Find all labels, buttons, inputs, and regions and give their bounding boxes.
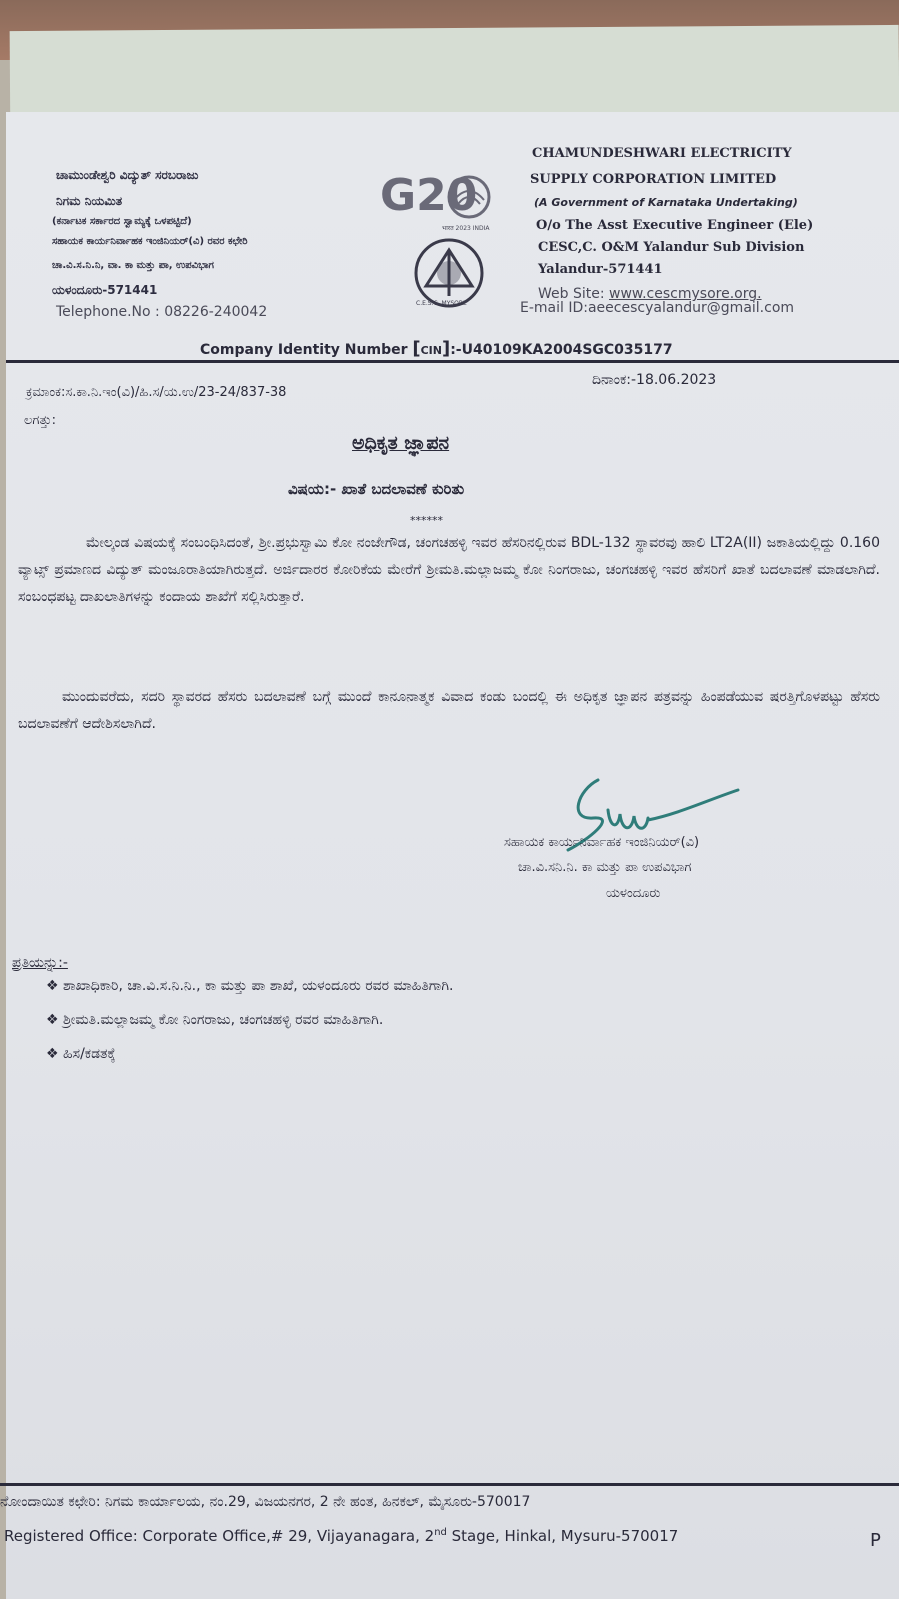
document-title: ಅಧಿಕೃತ ಜ್ಞಾಪನ (352, 432, 450, 454)
bullet-icon: ❖ (46, 1046, 59, 1062)
cesc-emblem-text: C.E.S.C. MYSORE (416, 300, 467, 307)
body-paragraph-2: ಮುಂದುವರೆದು, ಸದರಿ ಸ್ಥಾವರದ ಹೆಸರು ಬದಲಾವಣೆ ಬಗ್ಗೆ ಮುಂದೆ ಕಾನೂನಾತ್ಮಕ ವಿವಾದ ಕಂಡು ಬಂದಲ್ಲಿ ಈ ಅಧಿಕೃತ ಜ್ಞಾಪನ ಪತ್ರವನ್ನು ಹಿಂಪಡೆಯುವ ಷರತ್ತಿಗೊಳಪಟ್ಟು ಹೆಸರು ಬದಲಾವಣೆಗೆ ಆದೇಶಿಸಲಾಗಿದೆ. (18, 689, 880, 732)
cin-value: :-U40109KA2004SGC035177 (450, 342, 673, 358)
enclosure-label: ಲಗತ್ತು: (24, 413, 56, 428)
g20-subtitle: भारत 2023 INDIA (442, 225, 490, 232)
cin-line: Company Identity Number [CIN]:-U40109KA2004SGC035177 (200, 338, 673, 359)
reference-number: ಕ್ರಮಾಂಕ:ಸ.ಕಾ.ನಿ.ಇಂ(ವಿ)/ಹಿ.ಸ/ಯ.ಉ/23-24/837-38 (26, 385, 287, 400)
cin-label: Company Identity Number (200, 342, 408, 358)
letter-date: ದಿನಾಂಕ:-18.06.2023 (592, 372, 717, 388)
header-kn-line-3: (ಕರ್ನಾಟಕ ಸರ್ಕಾರದ ಸ್ವಾಮ್ಯಕ್ಕೆ ಒಳಪಟ್ಟಿದೆ) (52, 216, 192, 227)
footer-kannada-address: ನೋಂದಾಯಿತ ಕಛೇರಿ: ನಿಗಮ ಕಾರ್ಯಾಲಯ, ನಂ.29, ವಿಜಯನಗರ, 2 ನೇ ಹಂತ, ಹಿನಕಲ್, ಮೈಸೂರು-570017 (0, 1494, 531, 1510)
copy-item-1: ❖ ಶಾಖಾಧಿಕಾರಿ, ಚಾ.ವಿ.ಸ.ನಿ.ನಿ., ಕಾ ಮತ್ತು ಪಾ ಶಾಖೆ, ಯಳಂದೂರು ರವರ ಮಾಹಿತಿಗಾಗಿ. (46, 978, 454, 994)
bullet-icon: ❖ (46, 1012, 59, 1028)
subject-line: ವಿಷಯ:- ಖಾತೆ ಬದಲಾವಣೆ ಕುರಿತು (288, 480, 465, 498)
website-link[interactable]: www.cescmysore.org. (609, 286, 762, 302)
header-en-line-6: Yalandur-571441 (538, 262, 663, 277)
header-kn-line-5: ಚಾ.ವಿ.ಸ.ನಿ.ನಿ, ವಾ. ಕಾ ಮತ್ತು ಪಾ, ಉಪವಿಭಾಗ (52, 260, 214, 271)
header-kn-line-4: ಸಹಾಯಕ ಕಾರ್ಯನಿರ್ವಾಹಕ ಇಂಜಿನಿಯರ್(ವಿ) ರವರ ಕಛೇರಿ (52, 236, 248, 247)
bullet-icon: ❖ (46, 978, 59, 994)
g20-logo-text: G20 (380, 170, 478, 221)
g20-lotus-icon (446, 174, 492, 220)
footer-divider (0, 1483, 899, 1486)
copies-label: ಪ್ರತಿಯನ್ನು:- (12, 955, 68, 971)
header-en-line-4: O/o The Asst Executive Engineer (Ele) (536, 218, 814, 233)
website-label: Web Site: (538, 286, 605, 302)
signatory-designation: ಸಹಾಯಕ ಕಾರ್ಯನಿರ್ವಾಹಕ ಇಂಜಿನಿಯರ್(ವಿ) (504, 835, 700, 850)
header-kn-line-2: ನಿಗಮ ನಿಯಮಿತ (56, 194, 123, 208)
header-kn-line-6: ಯಳಂದೂರು-571441 (52, 283, 158, 297)
signatory-place: ಯಳಂದೂರು (606, 886, 661, 901)
footer-english-address: Registered Office: Corporate Office,# 29, Vijayanagara, 2nd Stage, Hinkal, Mysuru-570017 (4, 1527, 679, 1545)
letter-page (6, 112, 899, 1599)
header-telephone: Telephone.No : 08226-240042 (56, 304, 268, 320)
header-en-line-5: CESC,C. O&M Yalandur Sub Division (538, 240, 805, 255)
header-en-line-3: (A Government of Karnataka Undertaking) (534, 196, 798, 209)
header-divider (6, 360, 899, 363)
copy-item-2: ❖ ಶ್ರೀಮತಿ.ಮಲ್ಲಾಜಮ್ಮ ಕೋ ನಿಂಗರಾಜು, ಚಂಗಚಹಳ್ಳಿ ರವರ ಮಾಹಿತಿಗಾಗಿ. (46, 1012, 384, 1028)
header-en-line-2: SUPPLY CORPORATION LIMITED (530, 172, 777, 187)
header-kn-line-1: ಚಾಮುಂಡೇಶ್ವರಿ ವಿದ್ಯುತ್ ಸರಬರಾಜು (56, 168, 199, 182)
cin-box: CIN (420, 344, 442, 357)
header-en-line-1: CHAMUNDESHWARI ELECTRICITY (532, 146, 792, 161)
signatory-office: ಚಾ.ವಿ.ಸನಿ.ನಿ. ಕಾ ಮತ್ತು ಪಾ ಉಪವಿಭಾಗ (518, 860, 692, 875)
footer-edge-letter: P (870, 1530, 881, 1551)
body-paragraph-1: ಮೇಲ್ಕಂಡ ವಿಷಯಕ್ಕೆ ಸಂಬಂಧಿಸಿದಂತೆ, ಶ್ರೀ.ಪ್ರಭುಸ್ವಾಮಿ ಕೋ ನಂಜೇಗೌಡ, ಚಂಗಚಹಳ್ಳಿ ಇವರ ಹೆಸರಿನಲ್ಲಿರುವ BDL-132 ಸ್ಥಾವರವು ಹಾಲಿ LT2A(II) ಜಕಾತಿಯಲ್ಲಿದ್ದು 0.160 ವ್ಯಾಟ್ಸ್ ಪ್ರಮಾಣದ ವಿದ್ಯುತ್ ಮಂಜೂರಾತಿಯಾಗಿರುತ್ತದೆ. ಅರ್ಜಿದಾರರ ಕೋರಿಕೆಯ ಮೇರೆಗೆ ಶ್ರೀಮತಿ.ಮಲ್ಲಾಜಮ್ಮ ಕೋ ನಿಂಗರಾಜು, ಚಂಗಚಹಳ್ಳಿ ಇವರ ಹೆಸರಿಗೆ ಖಾತೆ ಬದಲಾವಣೆ ಮಾಡಲಾಗಿದೆ. ಸಂಬಂಧಪಟ್ಟ ದಾಖಲಾತಿಗಳನ್ನು ಕಂದಾಯ ಶಾಖೆಗೆ ಸಲ್ಲಿಸಿರುತ್ತಾರೆ. (18, 535, 880, 605)
cesc-emblem-icon (408, 236, 490, 310)
header-email[interactable]: E-mail ID:aeecescyalandur@gmail.com (520, 300, 795, 316)
logo-group (380, 170, 500, 310)
copy-item-3: ❖ ಹಿಸ/ಕಡತಕ್ಕೆ (46, 1046, 116, 1062)
separator-stars: ****** (410, 514, 443, 527)
